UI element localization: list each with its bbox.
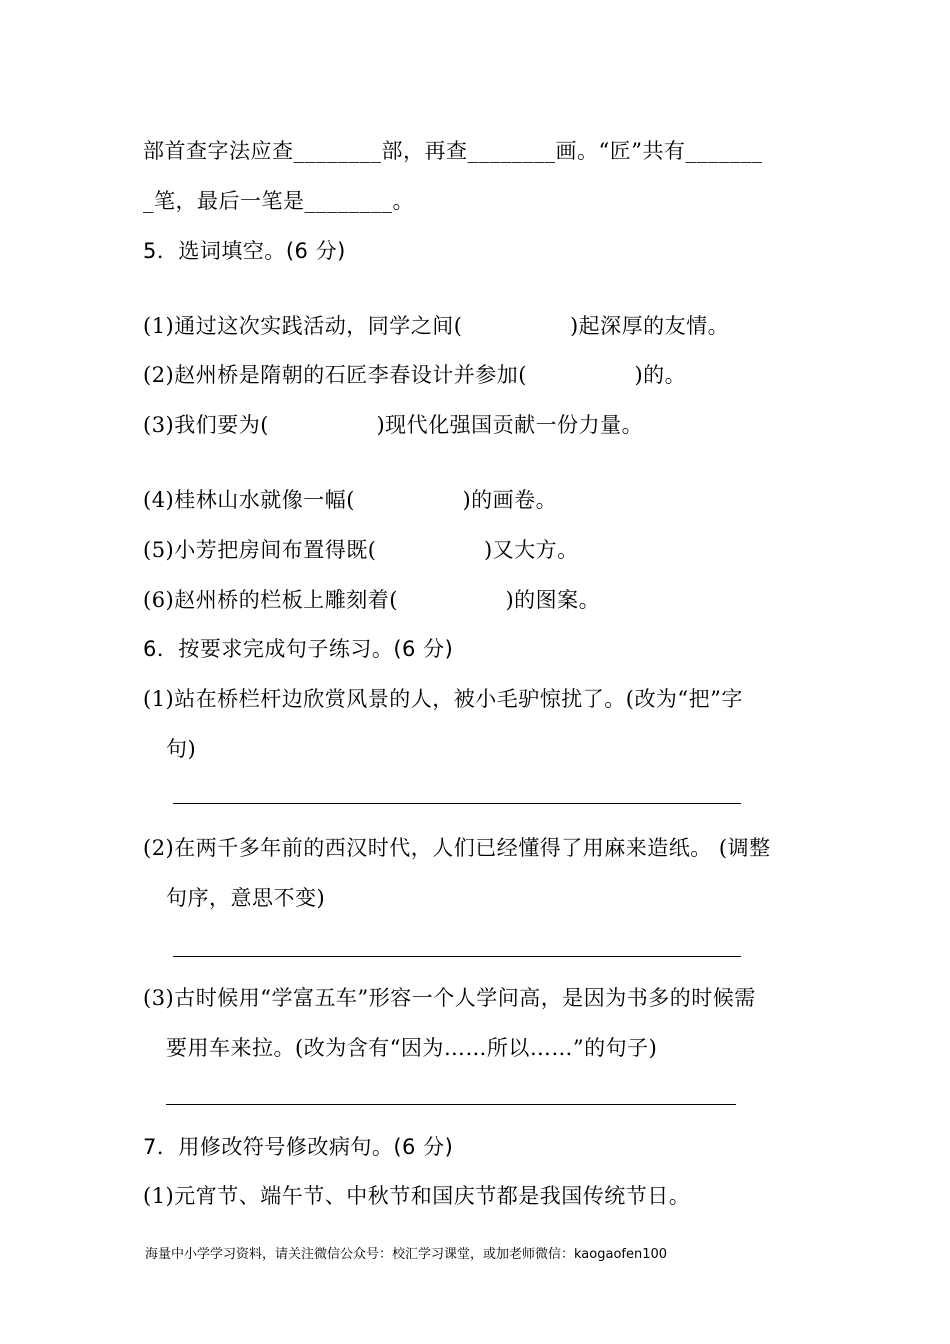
q5-item-3: (3)我们要为( )现代化强国贡献一份力量。 xyxy=(143,413,644,437)
q6-item-2-line-2: 句序，意思不变) xyxy=(166,886,326,910)
q6-item-1-line-2: 句) xyxy=(166,737,197,761)
q5-item-2: (2)赵州桥是隋朝的石匠李春设计并参加( )的。 xyxy=(143,363,687,387)
footer-note: 海量中小学学习资料，请关注微信公众号：校汇学习课堂，或加老师微信：kaogaofen100 xyxy=(145,1247,668,1262)
q5-item-5: (5)小芳把房间布置得既( )又大方。 xyxy=(143,538,579,562)
q6-item-3-answer-line xyxy=(166,1104,736,1105)
q4-line-1: 部首查字法应查________部，再查________画。“匠”共有_______ xyxy=(143,139,763,163)
q6-item-1-line-1: (1)站在桥栏杆边欣赏风景的人，被小毛驴惊扰了。(改为“把”字 xyxy=(143,687,743,711)
q5-item-1: (1)通过这次实践活动，同学之间( )起深厚的友情。 xyxy=(143,314,730,338)
q5-heading: 5．选词填空。(6 分) xyxy=(143,239,346,263)
q6-item-1-answer-line xyxy=(173,803,741,804)
q4-line-2: _笔，最后一笔是________。 xyxy=(143,189,414,213)
q6-item-2-line-1: (2)在两千多年前的西汉时代，人们已经懂得了用麻来造纸。 (调整 xyxy=(143,836,771,860)
q7-item-1: (1)元宵节、端午节、中秋节和国庆节都是我国传统节日。 xyxy=(143,1184,691,1208)
q6-item-3-line-2: 要用车来拉。(改为含有“因为……所以……”的句子) xyxy=(166,1036,658,1060)
q6-item-3-line-1: (3)古时候用“学富五车”形容一个人学问高，是因为书多的时候需 xyxy=(143,986,756,1010)
q6-heading: 6．按要求完成句子练习。(6 分) xyxy=(143,637,454,661)
q5-item-4: (4)桂林山水就像一幅( )的画卷。 xyxy=(143,488,558,512)
q7-heading: 7．用修改符号修改病句。(6 分) xyxy=(143,1135,454,1159)
q5-item-6: (6)赵州桥的栏板上雕刻着( )的图案。 xyxy=(143,588,601,612)
q6-item-2-answer-line xyxy=(173,956,741,957)
